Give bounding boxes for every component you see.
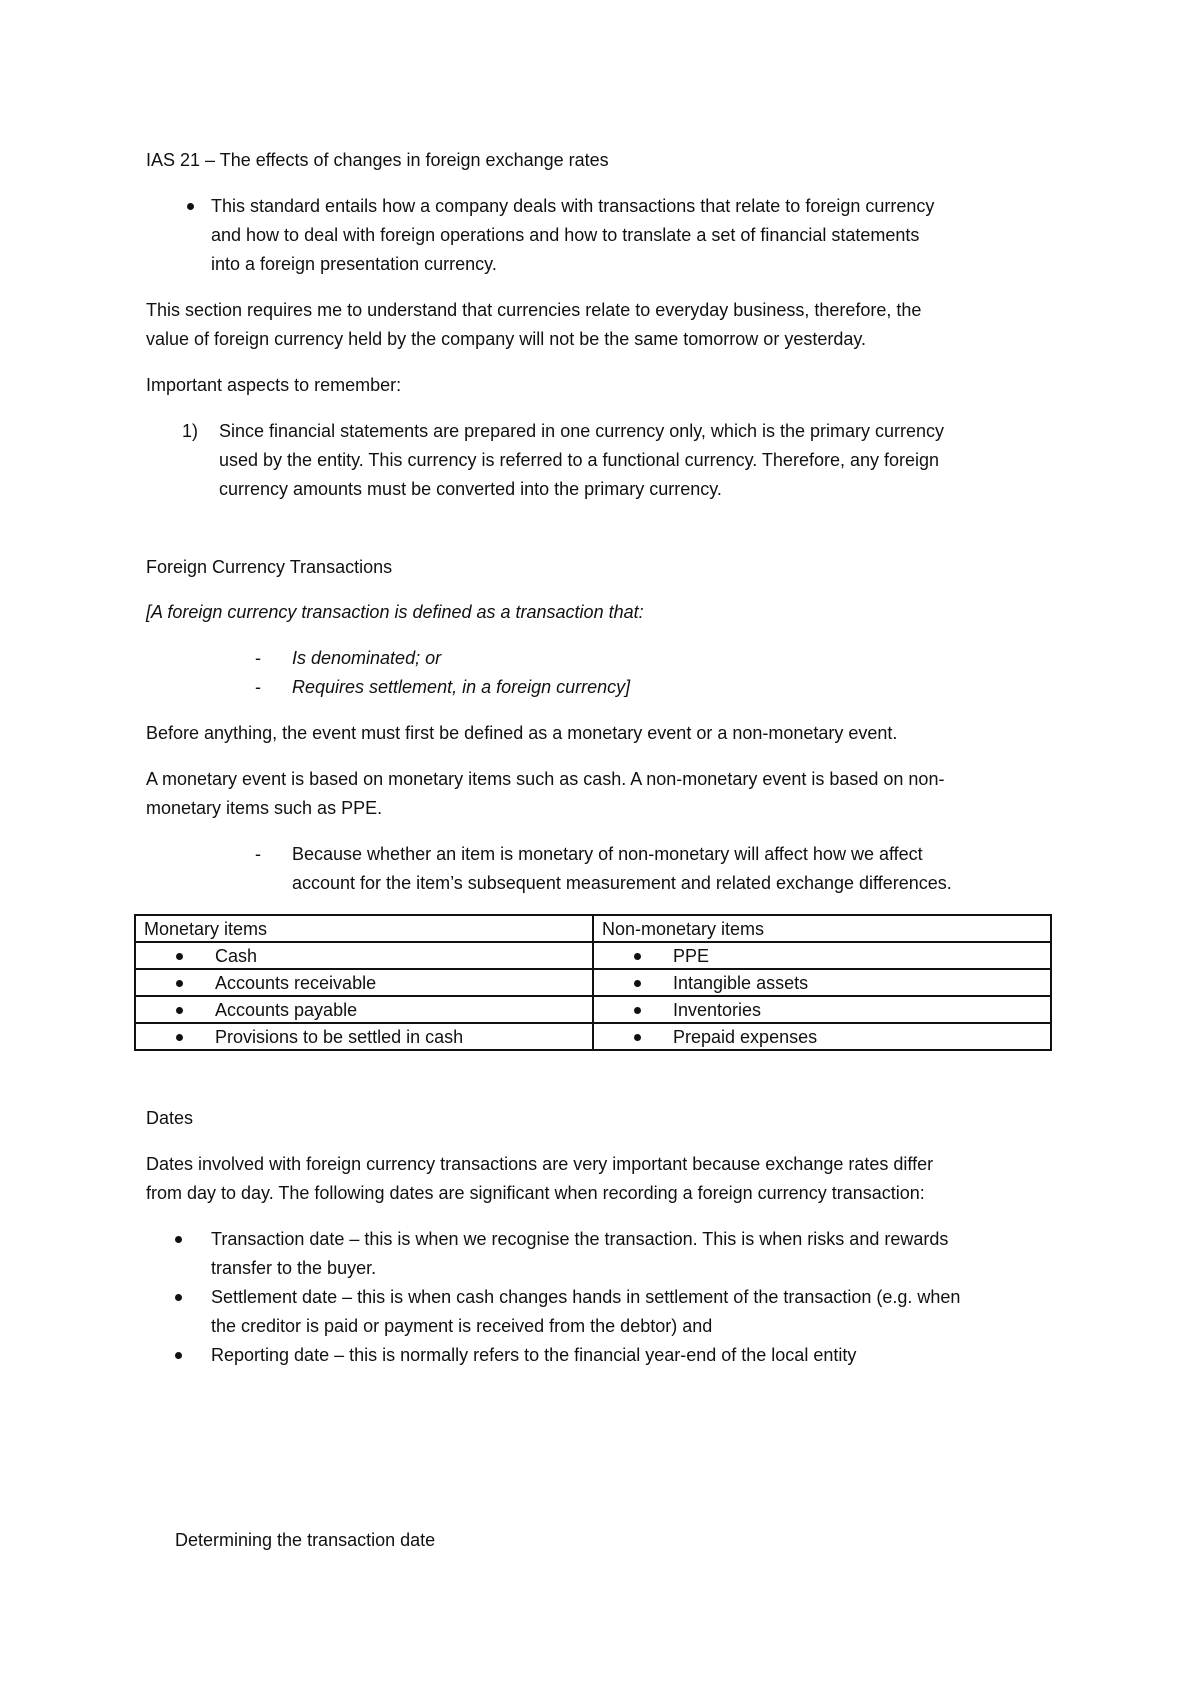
bullet-icon bbox=[634, 953, 641, 960]
aspect-line: currency amounts must be converted into the primary currency. bbox=[219, 479, 722, 499]
aspect-line: used by the entity. This currency is referred to a functional currency. Therefore, any foreign bbox=[219, 450, 940, 470]
dash-marker: - bbox=[255, 648, 261, 668]
because-line: Because whether an item is monetary of non-monetary will affect how we affect bbox=[292, 844, 923, 864]
section-heading: Determining the transaction date bbox=[175, 1530, 436, 1550]
cell-text: Prepaid expenses bbox=[673, 1026, 818, 1047]
definition-intro: [A foreign currency transaction is defined as a transaction that: bbox=[146, 602, 644, 622]
bullet-icon bbox=[175, 1352, 182, 1359]
dash-marker: - bbox=[255, 677, 261, 697]
cell-text: Accounts receivable bbox=[215, 972, 377, 993]
cell-text: Accounts payable bbox=[215, 999, 358, 1020]
section-heading: Dates bbox=[146, 1108, 194, 1128]
dash-marker: - bbox=[255, 844, 261, 864]
table-header-cell: Non-monetary items bbox=[593, 915, 1051, 942]
table-cell bbox=[593, 1023, 1051, 1050]
intro-bullet-line: into a foreign presentation currency. bbox=[211, 254, 497, 274]
bullet-icon bbox=[187, 203, 194, 210]
table-cell bbox=[593, 942, 1051, 969]
table-cell bbox=[593, 969, 1051, 996]
cell-text: Inventories bbox=[673, 999, 762, 1020]
definition-item: Is denominated; or bbox=[292, 648, 442, 668]
aspects-heading: Important aspects to remember: bbox=[146, 375, 402, 395]
table-cell bbox=[135, 969, 593, 996]
section-heading: Foreign Currency Transactions bbox=[146, 557, 393, 577]
paragraph-line: This section requires me to understand that currencies relate to everyday business, therefore, the bbox=[146, 300, 922, 320]
table-header-row bbox=[135, 915, 1051, 942]
monetary-items-table bbox=[134, 914, 1052, 1051]
paragraph-line: value of foreign currency held by the company will not be the same tomorrow or yesterday. bbox=[146, 329, 867, 349]
bullet-icon bbox=[634, 980, 641, 987]
date-bullet-line: transfer to the buyer. bbox=[211, 1258, 377, 1278]
date-bullet-line: Settlement date – this is when cash changes hands in settlement of the transaction (e.g. when bbox=[211, 1287, 961, 1307]
paragraph-line: A monetary event is based on monetary items such as cash. A non-monetary event is based on non- bbox=[146, 769, 945, 789]
paragraph-line: Dates involved with foreign currency transactions are very important because exchange rates differ bbox=[146, 1154, 934, 1174]
cell-text: Provisions to be settled in cash bbox=[215, 1026, 464, 1047]
table-cell bbox=[135, 942, 593, 969]
bullet-icon bbox=[634, 1034, 641, 1041]
paragraph-line: monetary items such as PPE. bbox=[146, 798, 383, 818]
table-row bbox=[135, 996, 1051, 1023]
intro-bullet-line: and how to deal with foreign operations and how to translate a set of financial statements bbox=[211, 225, 920, 245]
table-cell bbox=[135, 996, 593, 1023]
list-number: 1) bbox=[182, 421, 199, 441]
paragraph-line: from day to day. The following dates are significant when recording a foreign currency transaction: bbox=[146, 1183, 925, 1203]
table-cell bbox=[135, 1023, 593, 1050]
bullet-icon bbox=[634, 1007, 641, 1014]
document-title: IAS 21 – The effects of changes in foreign exchange rates bbox=[146, 150, 609, 170]
bullet-icon bbox=[175, 1236, 182, 1243]
definition-item: Requires settlement, in a foreign currency] bbox=[292, 677, 631, 697]
date-bullet-line: the creditor is paid or payment is received from the debtor) and bbox=[211, 1316, 713, 1336]
table-cell bbox=[593, 996, 1051, 1023]
intro-bullet-line: This standard entails how a company deals with transactions that relate to foreign currency bbox=[211, 196, 935, 216]
bullet-icon bbox=[176, 1034, 183, 1041]
because-line: account for the item’s subsequent measurement and related exchange differences. bbox=[292, 873, 952, 893]
bullet-icon bbox=[176, 1007, 183, 1014]
date-bullet-line: Transaction date – this is when we recognise the transaction. This is when risks and rewards bbox=[211, 1229, 949, 1249]
date-bullet-line: Reporting date – this is normally refers to the financial year-end of the local entity bbox=[211, 1345, 857, 1365]
bullet-icon bbox=[176, 980, 183, 987]
cell-text: PPE bbox=[673, 945, 710, 966]
cell-text: Intangible assets bbox=[673, 972, 809, 993]
bullet-icon bbox=[175, 1294, 182, 1301]
table-row bbox=[135, 942, 1051, 969]
bullet-icon bbox=[176, 953, 183, 960]
table-header-cell: Monetary items bbox=[135, 915, 593, 942]
cell-text: Cash bbox=[215, 945, 258, 966]
paragraph-line: Before anything, the event must first be defined as a monetary event or a non-monetary event. bbox=[146, 723, 898, 743]
aspect-line: Since financial statements are prepared in one currency only, which is the primary currency bbox=[219, 421, 945, 441]
table-row bbox=[135, 969, 1051, 996]
table-row bbox=[135, 1023, 1051, 1050]
